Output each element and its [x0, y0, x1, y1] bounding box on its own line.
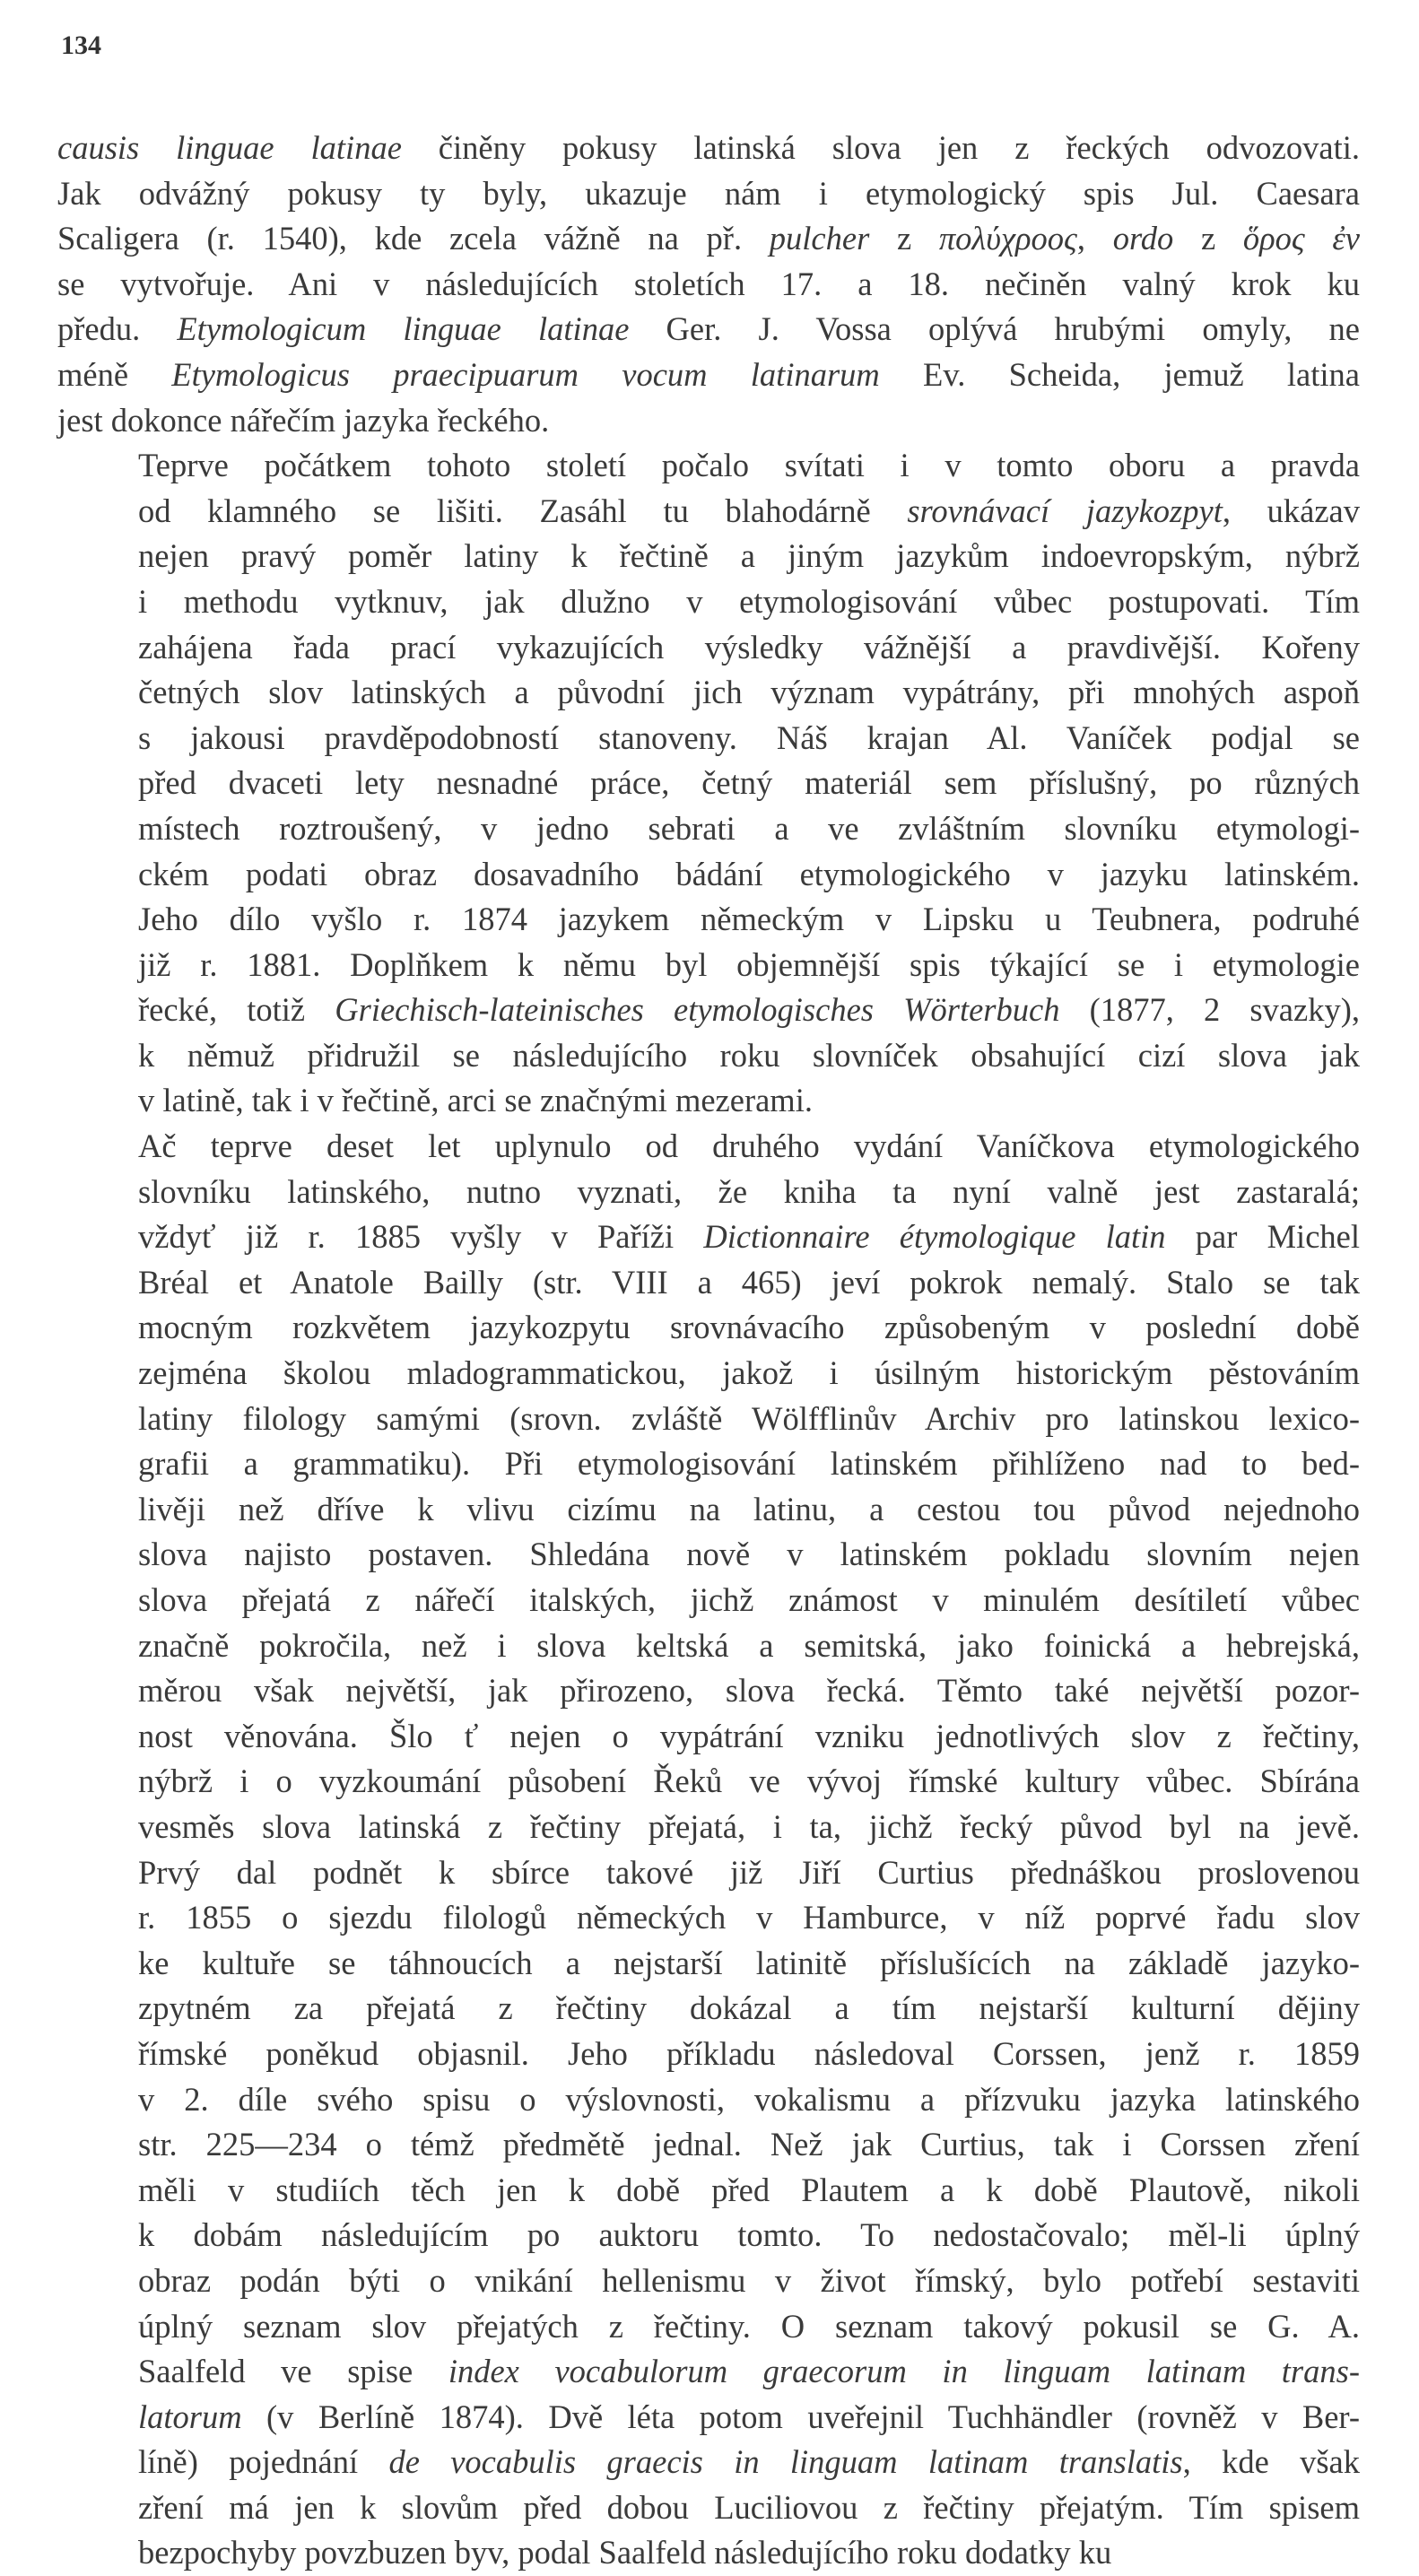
text-line [57, 1487, 1360, 1533]
text-segment: úplný seznam slov přejatých z řečtiny. O seznam takový pokusil se G. A. [138, 2307, 1360, 2345]
text-line [57, 2395, 1360, 2441]
text-line [57, 216, 1360, 262]
text-segment: (1877, 2 svazky), [1059, 991, 1360, 1029]
text-segment: od klamného se lišiti. Zasáhl tu blahodárně [138, 492, 908, 529]
text-segment: par Michel [1165, 1218, 1360, 1256]
text-line [57, 2304, 1360, 2350]
text-segment: vesměs slova latinská z řečtiny přejatá, i ta, jichž řecký původ byl na jevě. [138, 1807, 1360, 1845]
text-segment: Teprve počátkem tohoto století počalo svítati i v tomto oboru a pravda [138, 447, 1360, 484]
text-line [57, 1214, 1360, 1260]
text-line [57, 398, 1360, 444]
text-line [57, 625, 1360, 671]
body-text [57, 126, 1360, 2576]
text-segment: Bréal et Anatole Bailly (str. VIII a 465) jeví pokrok nemalý. Stalo se tak [138, 1263, 1360, 1301]
text-segment: již r. 1881. Doplňkem k němu byl objemnější spis týkající se i etymologie [138, 945, 1360, 983]
text-segment: Jeho dílo vyšlo r. 1874 jazykem německým v Lipsku u Teubnera, podruhé [138, 901, 1360, 938]
text-line [57, 2168, 1360, 2214]
text-segment: značně pokročila, než i slova keltská a semitská, jako foinická a hebrejská, [138, 1626, 1360, 1664]
italic-segment: srovnávací jazykozpyt [907, 492, 1223, 529]
text-line [57, 443, 1360, 489]
text-segment: s jakousi pravděpodobností stanoveny. Náš krajan Al. Vaníček podjal se [138, 718, 1360, 756]
text-segment: zejména školou mladogrammatickou, jakož i úsilným historickým pěstováním [138, 1354, 1360, 1392]
text-line [57, 988, 1360, 1033]
text-segment: řecké, totiž [138, 991, 335, 1029]
text-segment: Saalfeld ve spise [138, 2353, 448, 2390]
text-segment: méně [57, 355, 172, 393]
paragraph [57, 126, 1360, 443]
text-line [57, 2485, 1360, 2531]
text-line [57, 1941, 1360, 1987]
text-segment: (v Berlíně 1874). Dvě léta potom uveřejnil Tuchhändler (rovněž v Ber- [241, 2398, 1360, 2435]
text-segment: , kde však [1182, 2443, 1360, 2481]
text-line [57, 1124, 1360, 1170]
text-line [57, 852, 1360, 898]
text-segment: nost věnována. Šlo ť nejen o vypátrání vzniku jednotlivých slov z řečtiny, [138, 1717, 1360, 1754]
text-line [57, 1078, 1360, 1124]
text-line [57, 126, 1360, 171]
text-segment: v 2. díle svého spisu o výslovnosti, vokalismu a přízvuku jazyka latinského [138, 2080, 1360, 2118]
text-segment: i methodu vytknuv, jak dlužno v etymologisování vůbec postupovati. Tím [138, 582, 1360, 620]
text-line [57, 1305, 1360, 1351]
text-line [57, 1397, 1360, 1442]
text-segment: římské poněkud objasnil. Jeho příkladu následoval Corssen, jenž r. 1859 [138, 2034, 1360, 2072]
italic-segment: pulcher [769, 220, 870, 257]
text-line [57, 2440, 1360, 2485]
text-line [57, 262, 1360, 308]
text-segment: zahájena řada prací vykazujících výsledky vážnější a pravdivější. Kořeny [138, 628, 1360, 666]
text-segment: livěji než dříve k vlivu cizímu na latinu, a cestou tou původ nejednoho [138, 1490, 1360, 1527]
text-segment: , ukázav [1222, 492, 1360, 529]
text-segment: obraz podán býti o vnikání hellenismu v život římský, bylo potřebí sestaviti [138, 2261, 1360, 2299]
text-line [57, 579, 1360, 625]
text-line [57, 534, 1360, 579]
text-segment: Ev. Scheida, jemuž latina [879, 355, 1360, 393]
italic-segment: Etymologicum linguae latinae [177, 310, 630, 348]
text-line [57, 806, 1360, 852]
text-line [57, 307, 1360, 352]
text-line [57, 2530, 1360, 2576]
italic-segment: πολύχροος [938, 220, 1077, 257]
italic-segment: Griechisch-lateinisches etymologisches Wörterbuch [335, 991, 1060, 1029]
text-line [57, 1714, 1360, 1760]
text-segment: Jak odvážný pokusy ty byly, ukazuje nám i etymologický spis Jul. Caesara [57, 174, 1360, 212]
text-segment: , [1076, 220, 1113, 257]
text-line [57, 943, 1360, 988]
text-segment: měrou však největší, jak přirozeno, slova řecká. Těmto také největší pozor- [138, 1672, 1360, 1710]
text-segment: Ač teprve deset let uplynulo od druhého vydání Vaníčkova etymologického [138, 1127, 1360, 1165]
text-line [57, 1759, 1360, 1805]
page-number: 134 [61, 30, 101, 60]
text-segment: nejen pravý poměr latiny k řečtině a jiným jazykům indoevropským, nýbrž [138, 537, 1360, 575]
text-segment: místech roztroušený, v jedno sebrati a ve zvláštním slovníku etymologi- [138, 809, 1360, 847]
italic-segment: causis linguae latinae [57, 129, 402, 166]
text-line [57, 670, 1360, 716]
text-line [57, 2077, 1360, 2123]
text-line [57, 2213, 1360, 2258]
text-line [57, 1260, 1360, 1306]
text-line [57, 1578, 1360, 1623]
text-segment: v latině, tak i v řečtině, arci se značnými mezerami. [138, 1082, 813, 1119]
italic-segment: ordo [1112, 220, 1174, 257]
text-segment: z [869, 220, 939, 257]
text-segment: ke kultuře se táhnoucích a nejstarší latinitě příslušících na základě jazyko- [138, 1944, 1360, 1981]
text-line [57, 1805, 1360, 1850]
text-segment: předu. [57, 310, 178, 348]
text-segment: činěny pokusy latinská slova jen z řeckých odvozovati. [401, 129, 1360, 166]
italic-segment: de vocabulis graecis in linguam latinam translatis [388, 2443, 1183, 2481]
text-segment: měli v studiích těch jen k době před Plautem a k době Plautově, nikoli [138, 2171, 1360, 2208]
text-segment: grafii a grammatiku). Při etymologisování latinském přihlíženo nad to bed- [138, 1445, 1360, 1483]
text-segment: líně) pojednání [138, 2443, 389, 2481]
text-segment: slova najisto postaven. Shledána nově v latinském pokladu slovním nejen [138, 1536, 1360, 1573]
text-segment: vždyť již r. 1885 vyšly v Paříži [138, 1218, 704, 1256]
text-segment: bezpochyby povzbuzen byv, podal Saalfeld následujícího roku dodatky ku [138, 2534, 1112, 2572]
text-line [57, 761, 1360, 806]
text-line [57, 1668, 1360, 1714]
text-segment: se vytvořuje. Ani v následujících stoletích 17. a 18. nečiněn valný krok ku [57, 265, 1360, 302]
text-line [57, 2032, 1360, 2077]
text-segment: slovníku latinského, nutno vyznati, že kniha ta nyní valně jest zastaralá; [138, 1172, 1360, 1210]
text-line [57, 1532, 1360, 1578]
text-segment: zření má jen k slovům před dobou Luciliovou z řečtiny přejatým. Tím spisem [138, 2488, 1360, 2526]
text-segment: před dvaceti lety nesnadné práce, četný materiál sem příslušný, po různých [138, 764, 1360, 802]
text-segment: ckém podati obraz dosavadního bádání etymologického v jazyku latinském. [138, 855, 1360, 892]
text-segment: jest dokonce nářečím jazyka řeckého. [57, 401, 550, 439]
text-segment: k dobám následujícím po auktoru tomto. To nedostačovalo; měl-li úplný [138, 2216, 1360, 2254]
text-segment: latiny filology samými (srovn. zvláště Wölfflinův Archiv pro latinskou lexico- [138, 1399, 1360, 1437]
italic-segment: Dictionnaire étymologique latin [703, 1218, 1166, 1256]
text-line [57, 1986, 1360, 2032]
text-segment: Prvý dal podnět k sbírce takové již Jiří Curtius přednáškou proslovenou [138, 1853, 1360, 1891]
text-line [57, 2349, 1360, 2395]
text-segment: Ger. J. Vossa oplývá hrubými omyly, ne [629, 310, 1360, 348]
text-line [57, 2122, 1360, 2168]
text-line [57, 1623, 1360, 1669]
text-line [57, 1351, 1360, 1397]
text-segment: Scaligera (r. 1540), kde zcela vážně na př. [57, 220, 770, 257]
italic-segment: ὅρος ἐν [1242, 220, 1360, 257]
italic-segment: latorum [138, 2398, 242, 2435]
text-line [57, 1441, 1360, 1487]
text-segment: slova přejatá z nářečí italských, jichž známost v minulém desítiletí vůbec [138, 1581, 1360, 1618]
text-line [57, 352, 1360, 398]
text-segment: r. 1855 o sjezdu filologů německých v Hamburce, v níž poprvé řadu slov [138, 1899, 1360, 1936]
text-line [57, 1170, 1360, 1215]
text-line [57, 1033, 1360, 1079]
text-line [57, 1895, 1360, 1941]
text-segment: nýbrž i o vyzkoumání působení Řeků ve vývoj římské kultury vůbec. Sbírána [138, 1762, 1360, 1800]
text-line [57, 1850, 1360, 1896]
text-segment: mocným rozkvětem jazykozpytu srovnávacího způsobeným v poslední době [138, 1309, 1360, 1346]
text-line [57, 171, 1360, 217]
italic-segment: Etymologicus praecipuarum vocum latinarum [171, 355, 880, 393]
text-line [57, 716, 1360, 761]
text-segment: zpytném za přejatá z řečtiny dokázal a tím nejstarší kulturní dějiny [138, 1989, 1360, 2027]
text-line [57, 489, 1360, 535]
italic-segment: index vocabulorum graecorum in linguam latinam trans- [448, 2353, 1360, 2390]
text-line [57, 897, 1360, 943]
paragraph [57, 1124, 1360, 2576]
text-segment: četných slov latinských a původní jich význam vypátrány, při mnohých aspoň [138, 674, 1360, 711]
text-segment: str. 225—234 o témž předmětě jednal. Než jak Curtius, tak i Corssen zření [138, 2126, 1360, 2163]
paragraph [57, 443, 1360, 1124]
text-segment: z [1173, 220, 1243, 257]
text-line [57, 2258, 1360, 2304]
text-segment: k němuž přidružil se následujícího roku slovníček obsahující cizí slova jak [138, 1036, 1360, 1074]
